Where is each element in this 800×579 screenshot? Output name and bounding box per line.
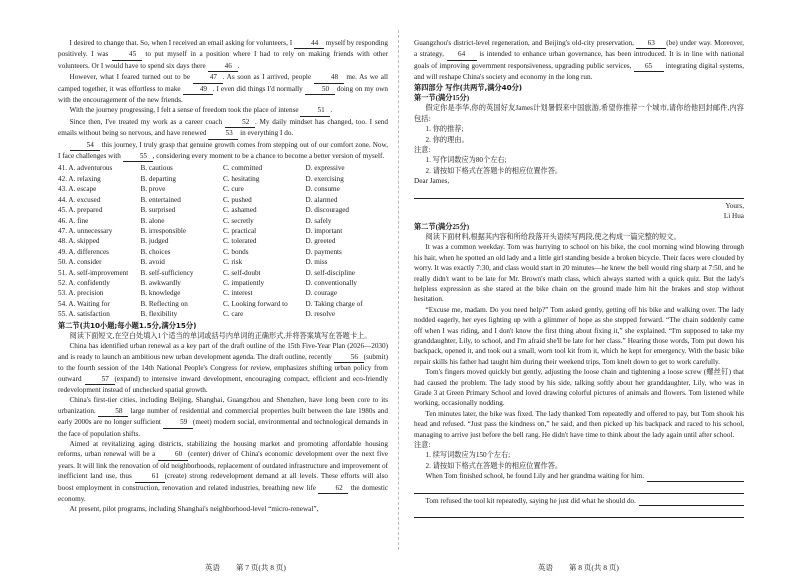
option-choice: 49. A. differences: [58, 247, 109, 256]
blank-46: 46: [208, 61, 238, 72]
option-choice: C. cure: [223, 185, 244, 194]
option-choice: 47. A. unnecessary: [58, 226, 113, 235]
option-row: [58, 236, 388, 246]
cloze-paragraph: [58, 117, 388, 140]
page-divider: [398, 30, 399, 550]
writing-note: 1. 写作词数应为80个左右;: [425, 156, 507, 165]
continuation-cue-2: [414, 496, 744, 506]
text-segment: China has identified urban renewal as a key part of the draft outline of the 15th Five-Year Plan (2026—2030) and is ready to launch an ambitious new urban development agenda. The draft outline, recently: [58, 342, 388, 361]
blank-58: 58: [98, 406, 128, 417]
option-choice: 43. A. escape: [58, 185, 97, 194]
option-choice: 45. A. prepared: [58, 206, 103, 215]
option-choice: D. conventionally: [305, 278, 357, 287]
story-paragraph: It was a common weekday. Tom was hurrying to school on his bike, the cool morning wind blowing through his hair, when he spotted an old lady and a little girl standing beside a broken bicycle. Their faces were clouded by worry. It was exactly 7:30, and class would start in 20 minutes—he knew the bell would ring sharp at 7:50, and he really didn't want to be late for Mr. Brown's math class, which always started with a quick quiz. But the lady's helpless expression as she stared at the bike chain on the ground made him hit the brakes and stop without hesitation.: [414, 243, 744, 304]
text-segment: to put myself in a position where I had to rely on making friends with other volunteers. Or I would have to spend six days there: [58, 50, 388, 70]
blank-64: 64: [447, 49, 477, 60]
writing-item: 1. 你的推荐;: [425, 125, 464, 134]
option-choice: C. care: [223, 310, 244, 319]
text-segment: (meet) modern social, environmental and technological demands in the face of population shifts.: [58, 418, 388, 438]
option-choice: C. impatiently: [223, 278, 265, 287]
option-row: [58, 205, 388, 215]
answer-line: [414, 508, 744, 518]
cue-text: When Tom finished school, he found Lily and her grandma waiting for him.: [425, 472, 645, 481]
option-choice: D. miss: [305, 258, 328, 267]
option-choice: B. choices: [140, 247, 171, 256]
option-choice: D. courage: [305, 289, 338, 298]
option-choice: B. knowledge: [140, 289, 181, 298]
option-choice: B. flexibility: [140, 310, 178, 319]
text-segment: large number of residential and commercial properties built between the late 1980s and early 2000s are no longer sufficient: [58, 406, 388, 427]
grammar-paragraph: [58, 439, 388, 504]
section-instruction: 阅读下面短文,在空白处填入1个适当的单词或括号内单词的正确形式,并将答案填写在答题卡上。: [69, 331, 372, 340]
blank-52: 52: [225, 117, 255, 128]
blank-61: 61: [135, 471, 165, 482]
writing-instruction: 阅读下面材料,根据其内容和所给段落开头语续写两段,使之构成一篇完整的短文。: [425, 232, 681, 241]
option-choice: D. expressive: [305, 164, 345, 173]
option-row: [58, 257, 388, 267]
section-title: 第一节(满分15分): [414, 94, 470, 103]
part-title: 第四部分 写作(共两节,满分40分): [414, 82, 523, 92]
right-column: [414, 38, 744, 520]
option-choice: B. avoid: [140, 258, 165, 267]
answer-line: [414, 484, 744, 494]
option-choice: 52. A. confidently: [58, 278, 110, 287]
option-choice: C. pushed: [223, 195, 252, 204]
text-segment: (be) under way. Moreover, a strategy,: [414, 39, 744, 59]
blank-60: 60: [158, 449, 188, 460]
cloze-paragraph: [58, 38, 388, 72]
option-row: [58, 226, 388, 236]
option-choice: C. secretly: [223, 216, 254, 225]
answer-line: [647, 473, 744, 482]
answer-line: [639, 497, 744, 506]
continuation-cue-1: [414, 471, 744, 481]
option-row: [58, 195, 388, 205]
text-segment: .: [330, 106, 333, 115]
option-choice: D. resolve: [305, 310, 336, 319]
text-segment: the domestic economy.: [58, 483, 389, 504]
text-segment: (expand) to intensive inward development, encouraging compact, efficient and eco-friendly redevelopment instead of unchecked spatial growth.: [58, 374, 389, 394]
option-row: [58, 163, 388, 173]
option-choice: 48. A. skipped: [58, 237, 100, 246]
text-segment: this journey, I truly grasp that genuine growth comes from stepping out of our comfort zone. Now, I face challenges with: [58, 140, 388, 161]
cloze-paragraph: [58, 140, 388, 163]
text-segment: integrating digital systems, and will reshape China's society and economy in the long run.: [414, 61, 745, 82]
option-choice: 54. A. Waiting for: [58, 299, 110, 308]
option-choice: 46. A. fine: [58, 216, 89, 225]
section-title: 第二节(满分25分): [414, 222, 470, 231]
grammar-paragraph: [58, 341, 388, 395]
option-choice: D. safely: [305, 216, 332, 225]
section-title: 第二节(共10小题;每小题1.5分,满分15分): [58, 320, 197, 330]
letter-salutation: Dear James,: [414, 177, 450, 186]
footer-page-number: 第 7 页(共 8 页): [235, 563, 286, 572]
footer-subject: 英语: [205, 563, 220, 572]
text-segment: (create) strong redevelopment demand at all levels. These efforts will also boost employment in construction, renovation and related industries, breathing new life: [58, 472, 388, 492]
text-segment: myself by responding positively. I was: [58, 39, 388, 59]
option-row: [58, 184, 388, 194]
cue-text: Tom refused the tool kit repeatedly, saying he just did what he should do.: [425, 496, 636, 505]
option-choice: C. Looking forward to: [223, 299, 288, 308]
text-segment: . As soon as I arrived, people: [222, 73, 314, 82]
option-row: [58, 299, 388, 309]
cloze-options: [58, 163, 388, 319]
option-choice: C. self-doubt: [223, 268, 261, 277]
option-choice: C. interest: [223, 289, 253, 298]
blank-65: 65: [634, 61, 664, 72]
option-choice: 42. A. relaxing: [58, 174, 101, 183]
option-choice: B. judged: [140, 237, 169, 246]
blank-50: 50: [305, 84, 335, 95]
option-choice: D. Taking charge of: [305, 299, 363, 308]
option-row: [58, 278, 388, 288]
option-choice: C. risk: [223, 258, 243, 267]
text-segment: me. As we all camped together, it was effortless to make: [58, 73, 388, 93]
blank-62: 62: [318, 483, 348, 494]
blank-59: 59: [163, 417, 193, 428]
option-choice: 44. A. excused: [58, 195, 101, 204]
option-choice: C. ashamed: [223, 206, 257, 215]
answer-line: [414, 189, 744, 199]
footer-page-number: 第 8 页(共 8 页): [568, 563, 619, 572]
grammar-paragraph: [414, 38, 744, 83]
option-choice: B. prove: [140, 185, 166, 194]
blank-57: 57: [85, 374, 115, 385]
option-row: [58, 268, 388, 278]
letter-closing: Yours,: [725, 201, 744, 210]
option-choice: C. hesitating: [223, 174, 260, 183]
option-choice: D. self-discipline: [305, 268, 356, 277]
text-segment: is intended to enhance urban governance, has been introduced. It is in line with national goals of improving government responsiveness, upgrading public services,: [414, 50, 744, 70]
option-choice: 53. A. precision: [58, 289, 104, 298]
writing-note: 2. 请按如下格式在答题卡的相应位置作答。: [425, 166, 563, 175]
option-row: [58, 174, 388, 184]
notes-label: 注意:: [414, 146, 431, 155]
text-segment: , considering every moment to be a chance to become a better version of myself.: [152, 152, 385, 161]
cloze-paragraph: [58, 105, 388, 116]
option-choice: B. departing: [140, 174, 177, 183]
blank-63: 63: [636, 38, 666, 49]
option-choice: C. committed: [223, 164, 263, 173]
blank-51: 51: [300, 105, 330, 116]
footer-subject: 英语: [538, 563, 553, 572]
page-footer-left: [205, 562, 286, 573]
option-choice: B. Reflecting on: [140, 299, 188, 308]
option-choice: D. consume: [305, 185, 340, 194]
cloze-paragraph: [58, 72, 388, 105]
writing-note: 1. 续写词数应为150个左右;: [425, 451, 511, 460]
story-paragraph: Tom's fingers moved quickly but gently, adjusting the loose chain and tightening a loose screw (螺丝钉) that had caused the problem. The lady stood by his side, talking softly about her granddaughter, Lily, who was in Grade 3 at Green Primary School and loved drawing colorful pictures of animals and flowers. Tom listened while working, occasionally nodding.: [414, 368, 744, 408]
story-paragraph: Ten minutes later, the bike was fixed. The lady thanked Tom repeatedly and offered to pay, but Tom shook his head and refused. “Just pass the kindness on,” he said, and then picked up his backpack and raced to his school, managing to arrive just before the bell rang. He didn't have time to think about the lady again until after school.: [414, 409, 744, 439]
text-segment: (center) driver of China's economic development over the next five years. It will link the renovation of old neighborhoods, replacement of outdated infrastructure and improvement of inefficient land use, thus: [58, 450, 388, 481]
option-choice: D. payments: [305, 247, 342, 256]
text-segment: With the journey progressing, I felt a sense of freedom took the place of intense: [69, 106, 301, 115]
page-footer-right: [538, 562, 619, 573]
blank-45: 45: [112, 49, 142, 60]
text-segment: . I even did things I'd normally: [212, 84, 305, 93]
option-choice: 41. A. adventurous: [58, 164, 113, 173]
blank-49: 49: [183, 84, 213, 95]
grammar-paragraph: [58, 504, 388, 514]
option-row: [58, 288, 388, 298]
text-segment: However, what I feared turned out to be: [69, 73, 193, 82]
left-column: [58, 38, 388, 515]
blank-55: 55: [123, 151, 153, 162]
option-choice: B. alone: [140, 216, 165, 225]
option-choice: 55. A. satisfaction: [58, 310, 110, 319]
blank-56: 56: [334, 352, 364, 363]
text-segment: At present, pilot programs, including Shanghai's neighborhood-level “micro-renewal”,: [69, 505, 319, 514]
text-segment: . My daily mindset has changed, too. I send emails without being so nervous, and have renewed: [58, 117, 388, 138]
blank-53: 53: [208, 128, 238, 139]
writing-note: 2. 请按如下格式在答题卡的相应位置作答。: [425, 461, 563, 470]
text-segment: in everything I do.: [238, 129, 294, 138]
text-segment: China's first-tier cities, including Beijing, Shanghai, Guangzhou and Shenzhen, have long been core to its urbanization.: [58, 396, 388, 415]
blank-47: 47: [193, 72, 223, 83]
writing-item: 2. 你的理由。: [425, 135, 469, 144]
text-segment: (submit) to the fourth session of the 14th National People's Congress for review, emphasizes shifting urban policy from outward: [58, 352, 388, 383]
option-choice: C. bonds: [223, 247, 249, 256]
option-choice: 51. A. self-improvement: [58, 268, 129, 277]
text-segment: Guangzhou's district-level regeneration, and Beijing's old-city preservation,: [414, 39, 637, 47]
option-choice: 50. A. consider: [58, 258, 102, 267]
option-choice: B. awkwardly: [140, 278, 181, 287]
option-row: [58, 309, 388, 319]
option-choice: B. irresponsible: [140, 226, 187, 235]
writing-instruction: 假定你是李华,你的英国好友James计划暑假来中国旅游,希望你推荐一个城市,请你给他回封邮件,内容包括:: [414, 104, 744, 123]
blank-48: 48: [314, 72, 344, 83]
option-choice: D. discouraged: [305, 206, 350, 215]
option-choice: D. alarmed: [305, 195, 338, 204]
blank-54: 54: [70, 140, 100, 151]
option-choice: C. tolerated: [223, 237, 257, 246]
option-choice: D. important: [305, 226, 343, 235]
option-choice: C. practical: [223, 226, 257, 235]
option-row: [58, 216, 388, 226]
option-choice: B. cautious: [140, 164, 173, 173]
option-choice: B. entertained: [140, 195, 181, 204]
text-segment: Since then, I've treated my work as a career coach: [69, 117, 225, 126]
option-choice: D. greeted: [305, 237, 336, 246]
blank-44: 44: [294, 38, 324, 49]
option-choice: B. surprised: [140, 206, 176, 215]
story-paragraph: “Excuse me, madam. Do you need help?” Tom asked gently, getting off his bike and walking over. The lady nodded eagerly, her eyes lighting up with a glimmer of hope as she stepped forward. “The chain suddenly came off when I was riding, and I don't know the first thing about fixing it,” she explained. “I'm supposed to take my granddaughter, Lily, to school, and I'm afraid she'll be late for her class.” Hearing those words, Tom put down his backpack, opened it, and took out a small, worn tool kit from it, which he kept for emergency. With the basic bike repair skills his father had taught him during their weekend trips, Tom knelt down to get to work carefully.: [414, 305, 744, 366]
notes-label: 注意:: [414, 441, 431, 450]
text-segment: .: [237, 61, 240, 70]
option-choice: D. exercising: [305, 174, 344, 183]
grammar-paragraph: [58, 395, 388, 439]
text-segment: doing on my own with the encouragement of the new friends.: [58, 84, 388, 105]
text-segment: I desired to change that. So, when I received an email asking for volunteers, I: [69, 39, 294, 47]
text-segment: Aimed at revitalizing aging districts, stabilizing the housing market and promoting affordable housing reforms, urban renewal will be a: [58, 440, 388, 459]
option-row: [58, 247, 388, 257]
letter-signer: Li Hua: [723, 212, 744, 221]
option-choice: B. self-sufficiency: [140, 268, 194, 277]
